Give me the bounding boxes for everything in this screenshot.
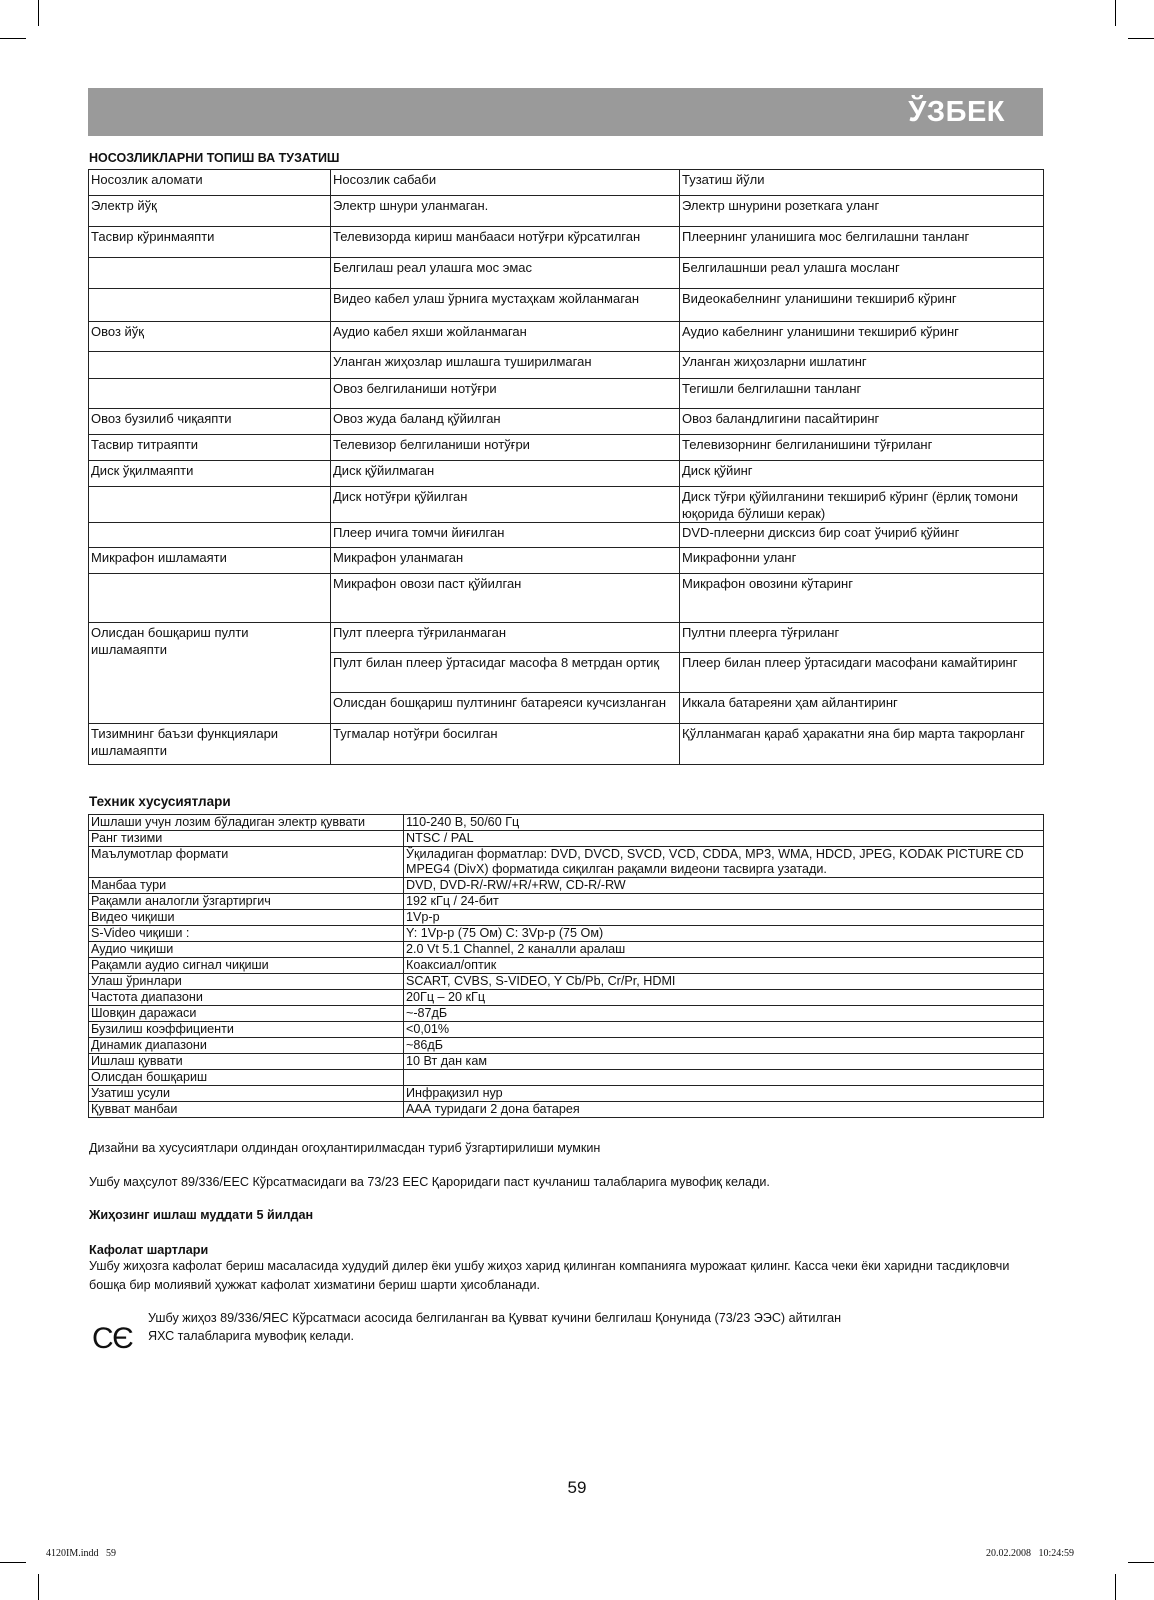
cause-cell: Телевизор белгиланиши нотўғри	[331, 435, 680, 461]
spec-label: Ишлаши учун лозим бўладиган электр қуввати	[89, 815, 404, 831]
symptom-cell	[89, 379, 331, 409]
spec-value: Инфрақизил нур	[404, 1086, 1044, 1102]
fix-cell: Қўлланмаган қараб ҳаракатни яна бир марта такрорланг	[680, 724, 1044, 765]
cause-cell: Пулт плеерга тўғриланмаган	[331, 623, 680, 653]
table-row	[89, 227, 1044, 258]
spec-label: Рақамли аналогли ўзгартиргич	[89, 894, 404, 910]
spec-row	[89, 1054, 1044, 1070]
spec-row	[89, 1038, 1044, 1054]
fix-cell: Овоз баландлигини пасайтиринг	[680, 409, 1044, 435]
fix-cell: Иккала батареяни ҳам айлантиринг	[680, 693, 1044, 724]
spec-row	[89, 926, 1044, 942]
spec-row	[89, 815, 1044, 831]
warranty-title: Кафолат шартлари	[89, 1243, 209, 1257]
spec-value: ~86дБ	[404, 1038, 1044, 1054]
spec-label: Маълумотлар формати	[89, 847, 404, 878]
troubleshooting-table	[88, 169, 1044, 765]
fix-cell: Плеер билан плеер ўртасидаги масофани камайтиринг	[680, 653, 1044, 693]
cause-cell: Диск нотўғри қўйилган	[331, 487, 680, 523]
cause-cell: Плеер ичига томчи йиғилган	[331, 523, 680, 548]
spec-value	[404, 1070, 1044, 1086]
spec-row	[89, 974, 1044, 990]
spec-label: Частота диапазони	[89, 990, 404, 1006]
spec-row	[89, 1086, 1044, 1102]
language-banner	[88, 88, 1043, 136]
spec-label: Аудио чиқиши	[89, 942, 404, 958]
fix-cell: Электр шнурини розеткага уланг	[680, 196, 1044, 227]
column-header: Тузатиш йўли	[680, 170, 1044, 196]
fix-cell: Пултни плеерга тўғриланг	[680, 623, 1044, 653]
fix-cell: Плеернинг уланишига мос белгилашни танланг	[680, 227, 1044, 258]
symptom-cell	[89, 289, 331, 322]
cause-cell: Овоз белгиланиши нотўғри	[331, 379, 680, 409]
cause-cell: Телевизорда кириш манбааси нотўғри кўрсатилган	[331, 227, 680, 258]
spec-value: Ўқиладиган форматлар: DVD, DVCD, SVCD, VCD, CDDA, MP3, WMA, HDCD, JPEG, KODAK PICTURE CD MPEG4 (DivX) форматида сиқилган рақамли видеони тасвирга узатади.	[404, 847, 1044, 878]
column-header: Носозлик аломати	[89, 170, 331, 196]
fix-cell: Диск тўғри қўйилганини текшириб кўринг (ёрлиқ томони юқорида бўлиши керак)	[680, 487, 1044, 523]
table-header-row	[89, 170, 1044, 196]
table-row	[89, 322, 1044, 352]
spec-label: Ранг тизими	[89, 831, 404, 847]
spec-value: ~-87дБ	[404, 1006, 1044, 1022]
spec-label: Шовқин даражаси	[89, 1006, 404, 1022]
cause-cell: Диск қўйилмаган	[331, 461, 680, 487]
spec-label: Олисдан бошқариш	[89, 1070, 404, 1086]
spec-value: <0,01%	[404, 1022, 1044, 1038]
table-row	[89, 258, 1044, 289]
spec-row	[89, 1102, 1044, 1118]
spec-label: Ишлаш қуввати	[89, 1054, 404, 1070]
language-label: ЎЗБЕК	[908, 96, 1005, 128]
symptom-cell	[89, 574, 331, 623]
spec-row	[89, 1022, 1044, 1038]
ce-text-2: ЯХС талабларига мувофиқ келади.	[148, 1329, 355, 1343]
service-life: Жиҳозинг ишлаш муддати 5 йилдан	[89, 1208, 314, 1222]
fix-cell: Аудио кабелнинг уланишини текшириб кўринг	[680, 322, 1044, 352]
timestamp-slug: 20.02.2008 10:24:59	[985, 1548, 1074, 1559]
table-row	[89, 487, 1044, 523]
fix-cell: Уланган жиҳозларни ишлатинг	[680, 352, 1044, 379]
spec-value: NTSC / PAL	[404, 831, 1044, 847]
symptom-cell: Тасвир титраяпти	[89, 435, 331, 461]
cause-cell: Тугмалар нотўғри босилган	[331, 724, 680, 765]
cause-cell: Уланган жиҳозлар ишлашга туширилмаган	[331, 352, 680, 379]
symptom-cell: Тасвир кўринмаяпти	[89, 227, 331, 258]
spec-label: Видео чиқиши	[89, 910, 404, 926]
table-row	[89, 523, 1044, 548]
spec-row	[89, 1070, 1044, 1086]
table-row	[89, 574, 1044, 623]
fix-cell: DVD-плеерни дисксиз бир соат ўчириб қўйинг	[680, 523, 1044, 548]
specs-title: Техник хусусиятлари	[89, 794, 231, 809]
file-slug: 4120IM.indd 59	[46, 1548, 116, 1559]
specs-table	[88, 814, 1044, 1118]
spec-value: 192 кГц / 24-бит	[404, 894, 1044, 910]
symptom-cell	[89, 258, 331, 289]
symptom-cell	[89, 523, 331, 548]
table-row	[89, 379, 1044, 409]
ce-mark-logo: C Є	[92, 1322, 132, 1355]
spec-label: Динамик диапазони	[89, 1038, 404, 1054]
spec-label: Бузилиш коэффициенти	[89, 1022, 404, 1038]
table-row	[89, 623, 1044, 653]
compliance-note: Ушбу маҳсулот 89/336/EEC Кўрсатмасидаги ва 73/23 EEC Қароридаги паст кучланиш талабларига мувофиқ келади.	[89, 1175, 770, 1189]
spec-value: Коаксиал/оптик	[404, 958, 1044, 974]
cause-cell: Микрафон уланмаган	[331, 548, 680, 574]
symptom-cell	[89, 487, 331, 523]
spec-row	[89, 847, 1044, 878]
table-row	[89, 409, 1044, 435]
ce-text-1: Ушбу жиҳоз 89/336/ЯЕС Кўрсатмаси асосида белгиланган ва Қувват кучини белгилаш Қонунида (73/23 ЭЭС) айтилган	[148, 1311, 842, 1325]
spec-label: Улаш ўринлари	[89, 974, 404, 990]
spec-row	[89, 878, 1044, 894]
symptom-cell: Диск ўқилмаяпти	[89, 461, 331, 487]
spec-row	[89, 910, 1044, 926]
fix-cell: Тегишли белгилашни танланг	[680, 379, 1044, 409]
table-row	[89, 724, 1044, 765]
table-row	[89, 435, 1044, 461]
spec-value: 2.0 Vt 5.1 Channel, 2 каналли аралаш	[404, 942, 1044, 958]
cause-cell: Видео кабел улаш ўрнига мустаҳкам жойланмаган	[331, 289, 680, 322]
spec-value: 10 Вт дан кам	[404, 1054, 1044, 1070]
symptom-cell: Тизимнинг баъзи функциялари ишламаяпти	[89, 724, 331, 765]
spec-row	[89, 894, 1044, 910]
table-row	[89, 289, 1044, 322]
fix-cell: Микрафон овозини кўтаринг	[680, 574, 1044, 623]
table-row	[89, 548, 1044, 574]
column-header: Носозлик сабаби	[331, 170, 680, 196]
spec-row	[89, 1006, 1044, 1022]
spec-value: ААА туридаги 2 дона батарея	[404, 1102, 1044, 1118]
spec-label: Манбаа тури	[89, 878, 404, 894]
cause-cell: Электр шнури уланмаган.	[331, 196, 680, 227]
cause-cell: Аудио кабел яхши жойланмаган	[331, 322, 680, 352]
spec-value: DVD, DVD-R/-RW/+R/+RW, CD-R/-RW	[404, 878, 1044, 894]
cause-cell: Микрафон овози паст қўйилган	[331, 574, 680, 623]
symptom-cell: Электр йўқ	[89, 196, 331, 227]
cause-cell: Пулт билан плеер ўртасидаг масофа 8 метрдан ортиқ	[331, 653, 680, 693]
symptom-cell: Овоз бузилиб чиқаяпти	[89, 409, 331, 435]
spec-label: S-Video чиқиши :	[89, 926, 404, 942]
page-number: 59	[567, 1478, 587, 1497]
spec-label: Қувват манбаи	[89, 1102, 404, 1118]
spec-row	[89, 990, 1044, 1006]
spec-label: Рақамли аудио сигнал чиқиши	[89, 958, 404, 974]
spec-row	[89, 942, 1044, 958]
cause-cell: Белгилаш реал улашга мос эмас	[331, 258, 680, 289]
fix-cell: Диск қўйинг	[680, 461, 1044, 487]
symptom-cell	[89, 352, 331, 379]
design-change-note: Дизайни ва хусусиятлари олдиндан огоҳлантирилмасдан туриб ўзгартирилиши мумкин	[89, 1141, 601, 1155]
table-row	[89, 352, 1044, 379]
spec-label: Узатиш усули	[89, 1086, 404, 1102]
symptom-cell: Овоз йўқ	[89, 322, 331, 352]
cause-cell: Овоз жуда баланд қўйилган	[331, 409, 680, 435]
troubleshooting-title: НОСОЗЛИКЛАРНИ ТОПИШ ВА ТУЗАТИШ	[89, 151, 340, 165]
spec-value: Y: 1Vp-p (75 Ом) C: 3Vp-p (75 Ом)	[404, 926, 1044, 942]
table-row	[89, 461, 1044, 487]
symptom-cell: Микрафон ишламаяти	[89, 548, 331, 574]
spec-row	[89, 831, 1044, 847]
fix-cell: Микрафонни уланг	[680, 548, 1044, 574]
spec-value: 20Гц – 20 кГц	[404, 990, 1044, 1006]
fix-cell: Видеокабелнинг уланишини текшириб кўринг	[680, 289, 1044, 322]
cause-cell: Олисдан бошқариш пултининг батареяси кучсизланган	[331, 693, 680, 724]
fix-cell: Белгилашнши реал улашга мосланг	[680, 258, 1044, 289]
symptom-cell: Олисдан бошқариш пулти ишламаяпти	[89, 623, 331, 724]
spec-row	[89, 958, 1044, 974]
spec-value: 1Vp-p	[404, 910, 1044, 926]
table-row	[89, 196, 1044, 227]
spec-value: 110-240 В, 50/60 Гц	[404, 815, 1044, 831]
fix-cell: Телевизорнинг белгиланишини тўғриланг	[680, 435, 1044, 461]
spec-value: SCART, CVBS, S-VIDEO, Y Cb/Pb, Cr/Pr, HDMI	[404, 974, 1044, 990]
warranty-text: Ушбу жиҳозга кафолат бериш масаласида худудий дилер ёки ушбу жиҳоз харид қилинган компанияга мурожаат қилинг. Касса чеки ёки харидни тасдиқловчи бошқа бир молиявий ҳужжат кафолат хизматини бериш шарти ҳисобланади.	[89, 1259, 1010, 1292]
